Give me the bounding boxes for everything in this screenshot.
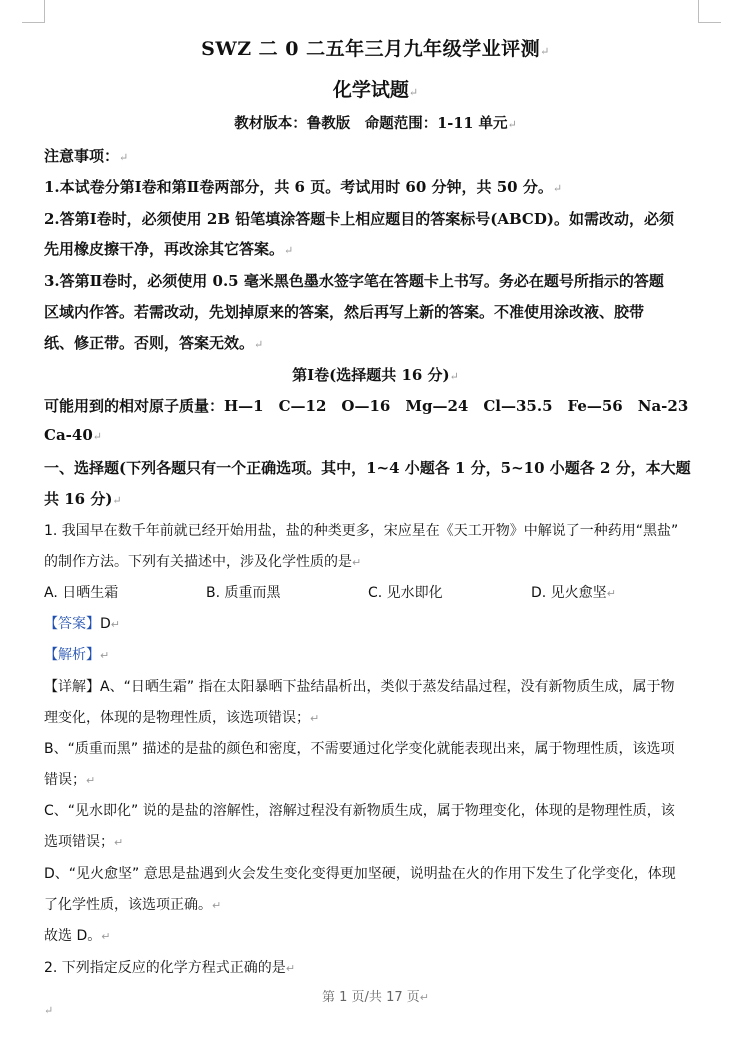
crop-mark-top-left <box>22 0 45 23</box>
answer-value: D <box>100 616 111 632</box>
notice-item-3-line-3: 纸、修正带。否则，答案无效。↵ <box>44 334 264 352</box>
option-d: D. 见火愈坚↵ <box>531 585 616 601</box>
detail-a-line-1: 【详解】A、“日晒生霜” 指在太阳暴晒下盐结晶析出，类似于蒸发结晶过程，没有新物质生成，属于物 <box>44 679 675 695</box>
analysis-tag: 【解析】 <box>44 647 100 663</box>
analysis-line: 【解析】↵ <box>44 647 110 663</box>
detail-d-line-2: 了化学性质，该选项正确。↵ <box>44 897 222 913</box>
atomic-mass-line-1: 可能用到的相对原子质量：H—1 C—12 O—16 Mg—24 Cl—35.5 Fe—56 Na-23 <box>44 397 689 415</box>
crop-mark-top-right <box>698 0 721 23</box>
option-b: B. 质重而黑 <box>206 585 281 601</box>
question-2-stem: 2. 下列指定反应的化学方程式正确的是↵ <box>44 960 296 976</box>
notice-item-2-line-1: 2.答第Ⅰ卷时，必须使用 2B 铅笔填涂答题卡上相应题目的答案标号(ABCD)。如需改动，必须 <box>44 210 674 228</box>
question-1-options <box>44 582 707 602</box>
notice-item-1: 1.本试卷分第Ⅰ卷和第Ⅱ卷两部分，共 6 页。考试用时 60 分钟，共 50 分。↵ <box>44 178 563 196</box>
page-footer: 第 1 页/共 17 页↵ <box>322 990 429 1005</box>
part-1-heading-line-1: 一、选择题(下列各题只有一个正确选项。其中，1~4 小题各 1 分，5~10 小题各 2 分，本大题 <box>44 459 691 477</box>
conclusion-line: 故选 D。↵ <box>44 928 111 944</box>
detail-tag: 【详解】 <box>44 679 100 695</box>
notice-item-3-line-2: 区域内作答。若需改动，先划掉原来的答案，然后再写上新的答案。不准使用涂改液、胶带 <box>44 303 645 321</box>
subject-title: 化学试题↵ <box>332 79 419 101</box>
question-1-stem-line-2: 的制作方法。下列有关描述中，涉及化学性质的是↵ <box>44 554 362 570</box>
answer-tag: 【答案】 <box>44 616 100 632</box>
detail-d-line-1: D、“见火愈坚” 意思是盐遇到火会发生变化变得更加坚硬，说明盐在火的作用下发生了化学变化，体现 <box>44 866 676 882</box>
textbook-meta: 教材版本：鲁教版 命题范围：1-11 单元↵ <box>234 115 517 132</box>
page-number: 第 1 页/共 17 页 <box>322 990 420 1005</box>
detail-b-line-1: B、“质重而黑” 描述的是盐的颜色和密度，不需要通过化学变化就能表现出来，属于物理性质，该选项 <box>44 741 675 757</box>
detail-c-line-2: 选项错误；↵ <box>44 834 124 850</box>
answer-line: 【答案】D↵ <box>44 616 120 632</box>
detail-a-line-2: 理变化，体现的是物理性质，该选项错误；↵ <box>44 710 320 726</box>
detail-b-line-2: 错误；↵ <box>44 772 96 788</box>
section-1-title: 第Ⅰ卷(选择题共 16 分)↵ <box>292 366 459 384</box>
option-c: C. 见水即化 <box>368 585 443 601</box>
atomic-mass-line-2: Ca-40↵ <box>44 426 102 444</box>
notice-item-3-line-1: 3.答第Ⅱ卷时，必须使用 0.5 毫米黑色墨水签字笔在答题卡上书写。务必在题号所指示的答题 <box>44 272 664 290</box>
notice-heading: 注意事项：↵ <box>44 147 129 165</box>
option-a: A. 日晒生霜 <box>44 585 119 601</box>
question-1-stem-line-1: 1. 我国早在数千年前就已经开始用盐，盐的种类更多，宋应星在《天工开物》中解说了一种药用“黑盐” <box>44 523 679 539</box>
paragraph-mark: ↵ <box>44 1004 54 1017</box>
detail-c-line-1: C、“见水即化” 说的是盐的溶解性，溶解过程没有新物质生成，属于物理变化，体现的是物理性质，该 <box>44 803 675 819</box>
exam-title: SWZ 二 0 二五年三月九年级学业评测↵ <box>201 38 550 60</box>
notice-item-2-line-2: 先用橡皮擦干净，再改涂其它答案。↵ <box>44 240 294 258</box>
part-1-heading-line-2: 共 16 分)↵ <box>44 490 122 508</box>
